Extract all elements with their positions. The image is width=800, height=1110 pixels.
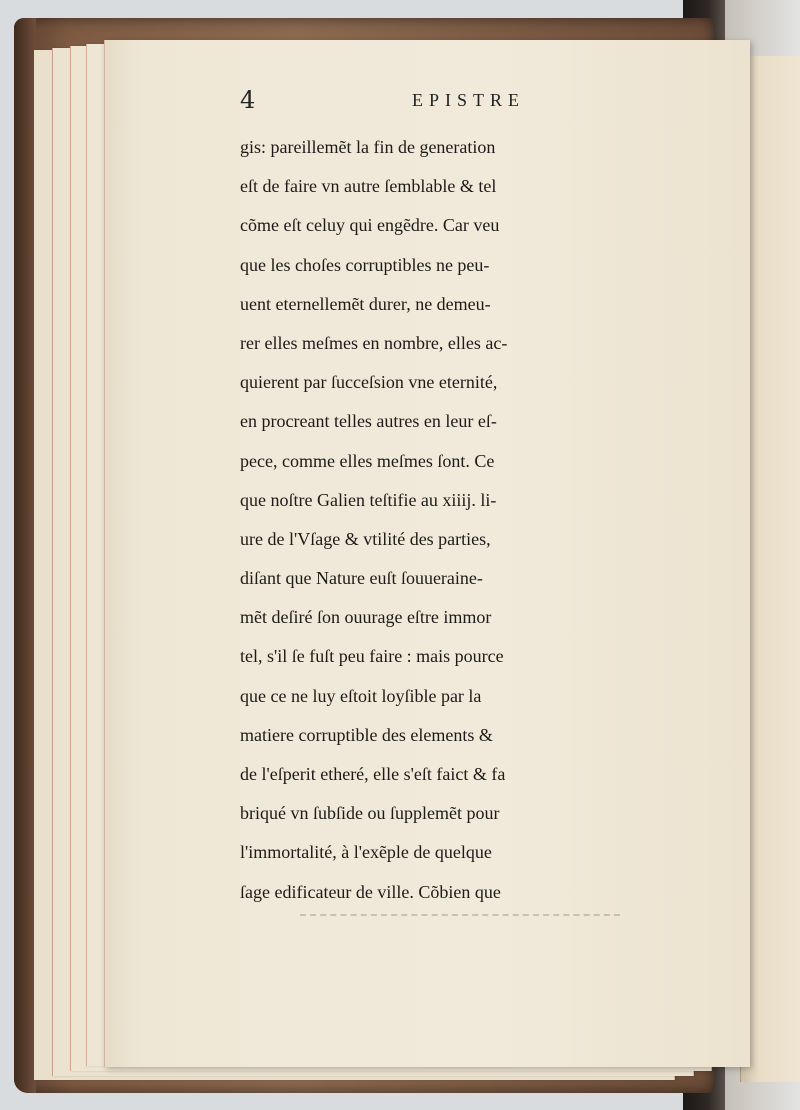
page-number: 4 (240, 86, 256, 114)
text-line: gis: pareillemẽt la fin de generation (240, 137, 496, 157)
text-line: uent eternellemẽt durer, ne demeu- (240, 293, 491, 314)
text-line: que noſtre Galien teſtifie au xiiij. li- (240, 489, 497, 510)
text-line: tel, s'il ſe fuſt peu faire : mais pource (240, 646, 504, 667)
page-header (240, 86, 700, 116)
text-line: ure de l'Vſage & vtilité des parties, (240, 528, 491, 549)
text-line: diſant que Nature euſt ſouueraine- (240, 568, 483, 589)
text-line: l'immortalité, à l'exẽple de quelque (240, 842, 492, 863)
book-spine (14, 18, 36, 1093)
body-text (240, 128, 700, 912)
text-line: cõme eſt celuy qui engẽdre. Car veu (240, 215, 500, 236)
text-line: en procreant telles autres en leur eſ- (240, 411, 497, 432)
text-line: que les choſes corruptibles ne peu- (240, 254, 490, 275)
text-line: mẽt deſiré ſon ouurage eſtre immor (240, 607, 492, 628)
text-line: briqué vn ſubſide ou ſupplemẽt pour (240, 803, 500, 824)
text-line: que ce ne luy eſtoit loyſible par la (240, 685, 482, 706)
text-line: rer elles meſmes en nombre, elles ac- (240, 332, 508, 353)
text-line: de l'eſperit etheré, elle s'eſt faict & fa (240, 764, 506, 784)
text-line: ſage edificateur de ville. Cõbien que (240, 881, 501, 902)
text-line: quierent par ſucceſsion vne eternité, (240, 372, 498, 393)
text-line: pece, comme elles meſmes ſont. Ce (240, 450, 495, 471)
text-line: eſt de faire vn autre ſemblable & tel (240, 176, 497, 197)
text-line: matiere corruptible des elements & (240, 724, 493, 745)
running-head: EPISTRE (412, 90, 526, 110)
show-through-trace (300, 914, 620, 918)
